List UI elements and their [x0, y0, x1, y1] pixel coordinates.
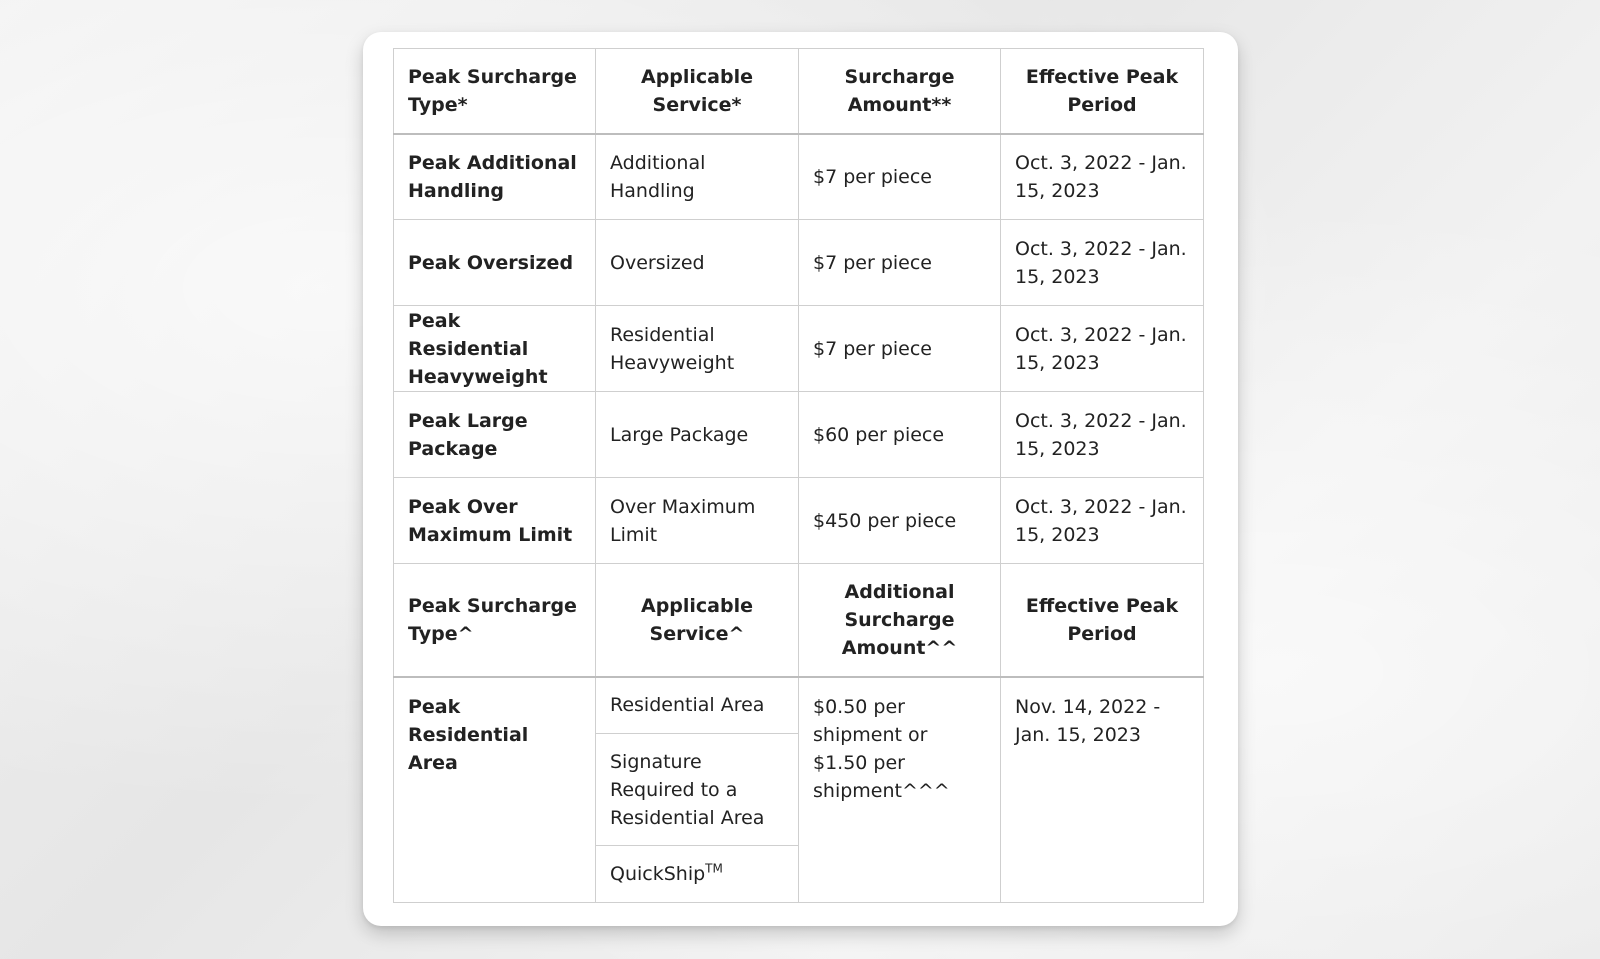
- cell-surcharge-type-residential-area: Peak Residential Area: [394, 677, 596, 903]
- header-effective-peak-period: Effective Peak Period: [1001, 49, 1204, 134]
- cell-service-quickship: [596, 846, 799, 903]
- cell-service: Residential Heavyweight: [596, 306, 799, 392]
- quickship-label: QuickShip: [610, 863, 706, 885]
- cell-surcharge-type: Peak Over Maximum Limit: [394, 478, 596, 564]
- cell-service-residential-area: Residential Area: [596, 677, 799, 734]
- table-header-row-2: [394, 564, 1204, 677]
- cell-surcharge-type: Peak Additional Handling: [394, 134, 596, 220]
- header-effective-peak-period-2: Effective Peak Period: [1001, 564, 1204, 677]
- trademark-sup: TM: [705, 861, 723, 876]
- amount-line-1: $0.50 per shipment or: [813, 695, 928, 746]
- cell-additional-amount: [799, 677, 1001, 903]
- header-applicable-service: Applicable Service*: [596, 49, 799, 134]
- cell-service-signature-required: Signature Required to a Residential Area: [596, 734, 799, 846]
- table-row: [394, 220, 1204, 306]
- table-card: [363, 32, 1238, 926]
- table-row: [394, 306, 1204, 392]
- cell-surcharge-type: Peak Residential Heavyweight: [394, 306, 596, 392]
- header-surcharge-amount: Surcharge Amount**: [799, 49, 1001, 134]
- table-row: [394, 134, 1204, 220]
- header-peak-surcharge-type-2: Peak Surcharge Type^: [394, 564, 596, 677]
- cell-period-residential: Nov. 14, 2022 - Jan. 15, 2023: [1001, 677, 1204, 903]
- header-applicable-service-2: Applicable Service^: [596, 564, 799, 677]
- cell-amount: $7 per piece: [799, 306, 1001, 392]
- cell-surcharge-type: Peak Oversized: [394, 220, 596, 306]
- table-row: [394, 478, 1204, 564]
- amount-line-2: $1.50 per shipment^^^: [813, 751, 950, 802]
- cell-period: Oct. 3, 2022 - Jan. 15, 2023: [1001, 220, 1204, 306]
- table-header-row: [394, 49, 1204, 134]
- cell-amount: $450 per piece: [799, 478, 1001, 564]
- table-row: [394, 392, 1204, 478]
- cell-amount: $7 per piece: [799, 220, 1001, 306]
- header-peak-surcharge-type: Peak Surcharge Type*: [394, 49, 596, 134]
- table-row: [394, 677, 1204, 734]
- cell-period: Oct. 3, 2022 - Jan. 15, 2023: [1001, 306, 1204, 392]
- cell-amount: $7 per piece: [799, 134, 1001, 220]
- cell-service: Additional Handling: [596, 134, 799, 220]
- cell-period: Oct. 3, 2022 - Jan. 15, 2023: [1001, 392, 1204, 478]
- cell-amount: $60 per piece: [799, 392, 1001, 478]
- peak-surcharge-table: [393, 48, 1204, 903]
- cell-service: Large Package: [596, 392, 799, 478]
- cell-period: Oct. 3, 2022 - Jan. 15, 2023: [1001, 478, 1204, 564]
- cell-period: Oct. 3, 2022 - Jan. 15, 2023: [1001, 134, 1204, 220]
- cell-service: Oversized: [596, 220, 799, 306]
- cell-service: Over Maximum Limit: [596, 478, 799, 564]
- header-additional-surcharge-amount: Additional Surcharge Amount^^: [799, 564, 1001, 677]
- cell-surcharge-type: Peak Large Package: [394, 392, 596, 478]
